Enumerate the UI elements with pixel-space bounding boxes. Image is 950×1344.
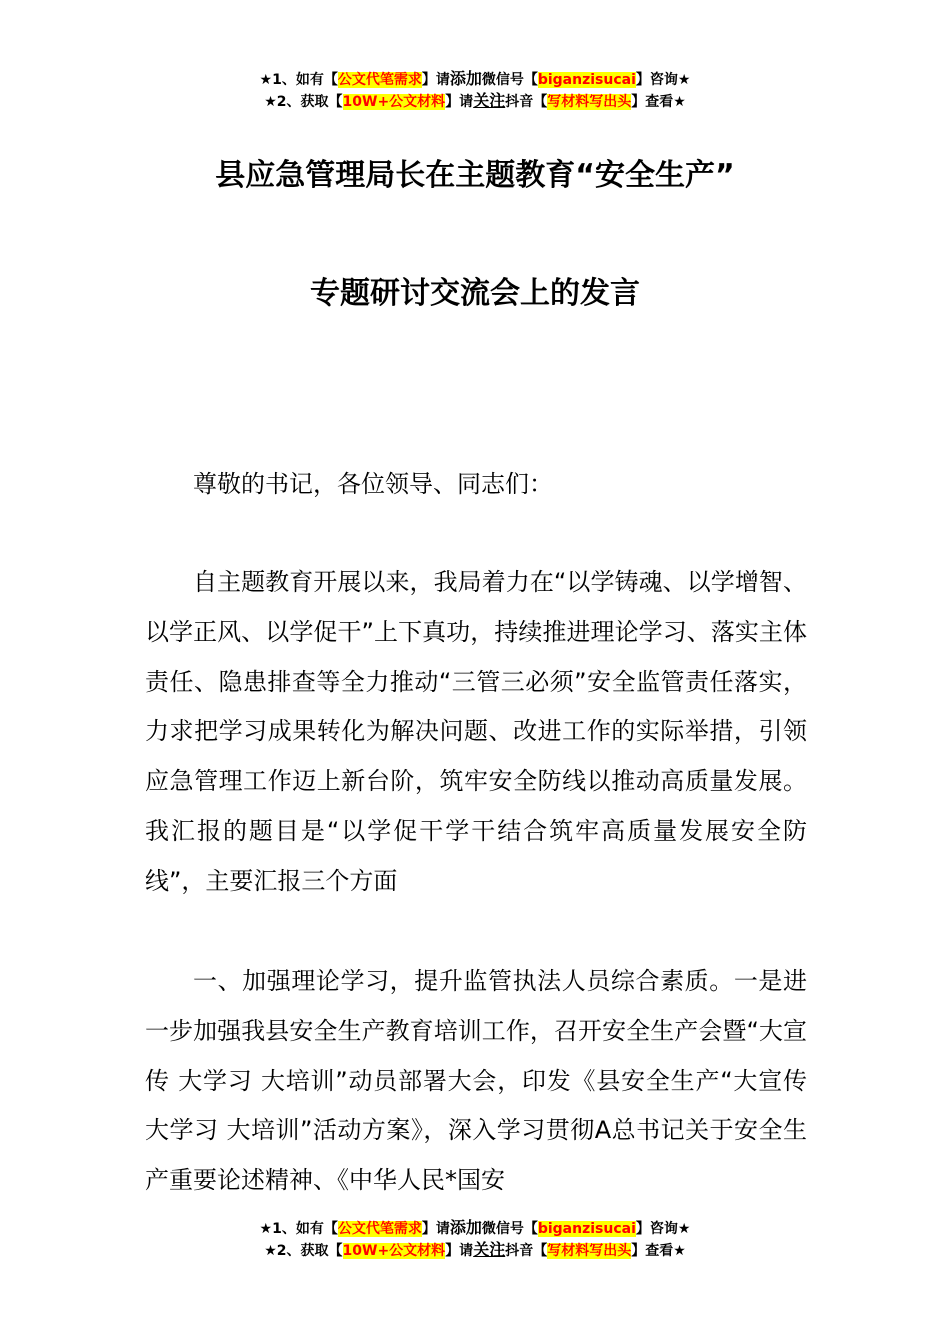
footer-banner <box>0 1217 950 1261</box>
document-title-line-1: 县应急管理局长在主题教育“安全生产” <box>215 158 735 193</box>
document-title-line-2: 专题研讨交流会上的发言 <box>310 276 640 311</box>
banner-line-2: ★2、获取【10W+公文材料】请关注抖音【写材料写出头】查看★ <box>264 91 686 110</box>
banner-line-1: ★1、如有【公文代笔需求】请添加微信号【biganzisucai】咨询★ <box>259 69 691 88</box>
salutation: 尊敬的书记，各位领导、同志们： <box>193 470 553 498</box>
highlight-douyin: 写材料写出头 <box>547 94 632 110</box>
header-banner <box>0 68 950 112</box>
highlight-writing-service: 公文代笔需求 <box>337 1221 422 1237</box>
highlight-wechat-id: biganzisucai <box>537 72 636 88</box>
banner-line-1: ★1、如有【公文代笔需求】请添加微信号【biganzisucai】咨询★ <box>259 1218 691 1237</box>
highlight-douyin: 写材料写出头 <box>547 1243 632 1259</box>
highlight-writing-service: 公文代笔需求 <box>337 72 422 88</box>
highlight-materials: 10W+公文材料 <box>342 1243 446 1259</box>
highlight-materials: 10W+公文材料 <box>342 94 446 110</box>
paragraph-section-one: 一、加强理论学习，提升监管执法人员综合素质。一是进一步加强我县安全生产教育培训工作，召开安全生产会暨“大宣传 大学习 大培训”动员部署大会，印发《县安全生产“大宣传 大学习 大培训”活动方案》，深入学习贯彻A总书记关于安全生产重要论述精神、《中华人民*国安 <box>145 967 807 1195</box>
banner-line-2: ★2、获取【10W+公文材料】请关注抖音【写材料写出头】查看★ <box>264 1240 686 1259</box>
highlight-wechat-id: biganzisucai <box>537 1221 636 1237</box>
paragraph-intro: 自主题教育开展以来，我局着力在“以学铸魂、以学增智、以学正风、以学促干”上下真功，持续推进理论学习、落实主体责任、隐患排查等全力推动“三管三必须”安全监管责任落实，力求把学习成果转化为解决问题、改进工作的实际举措，引领应急管理工作迈上新台阶，筑牢安全防线以推动高质量发展。我汇报的题目是“以学促干学干结合筑牢高质量发展安全防线”，主要汇报三个方面 <box>145 568 807 895</box>
